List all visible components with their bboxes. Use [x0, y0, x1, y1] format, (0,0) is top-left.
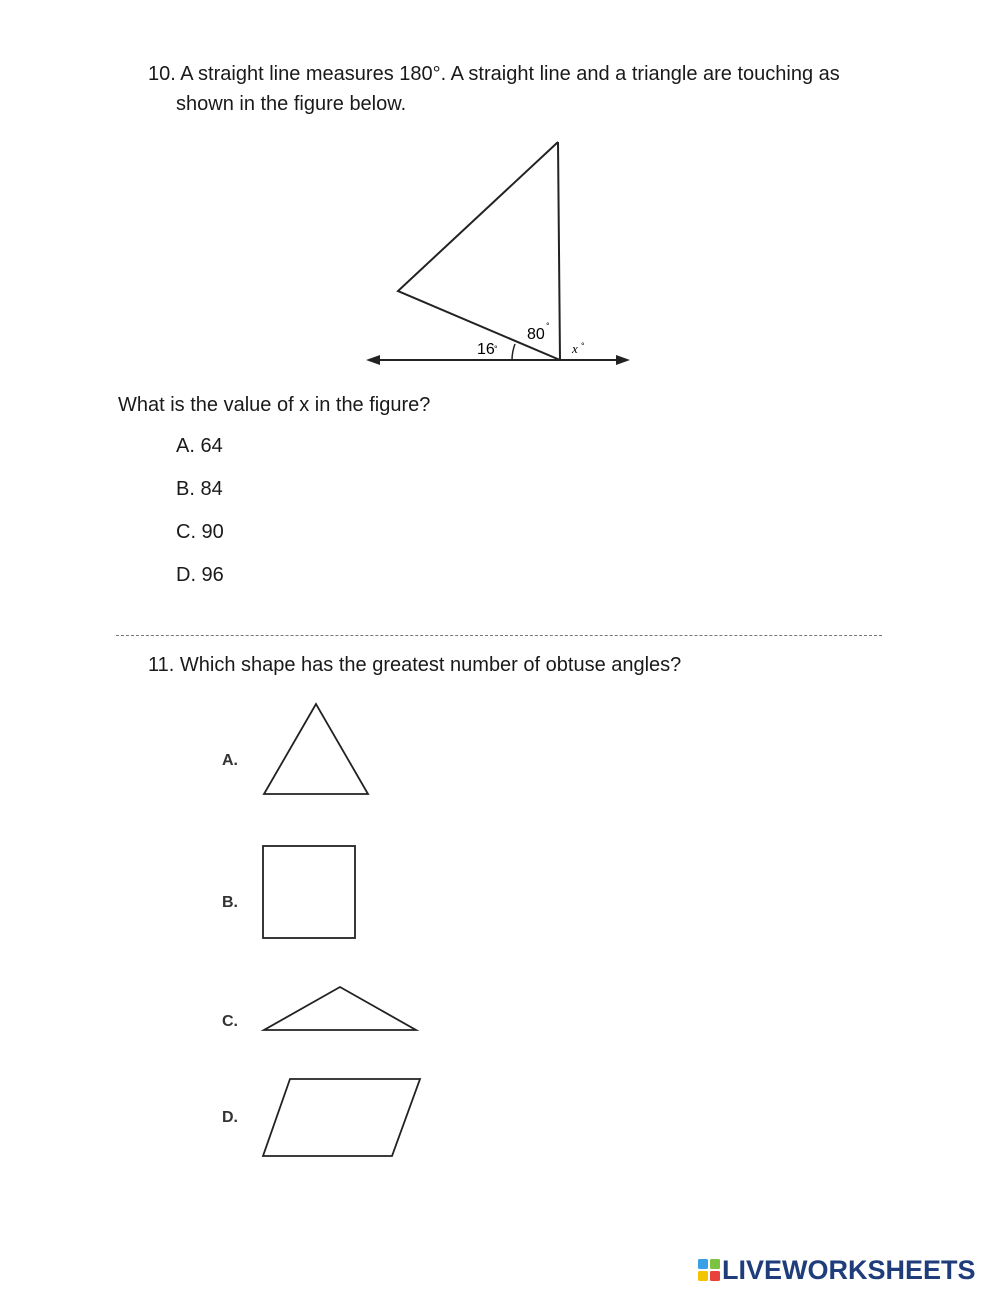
question-11-text: 11. Which shape has the greatest number of obtuse angles?	[148, 654, 682, 676]
angle-arc	[512, 344, 515, 360]
question-10-text-line1: 10. A straight line measures 180°. A straight line and a triangle are touching as	[148, 63, 840, 85]
choice-c[interactable]: C. 90	[176, 521, 224, 543]
shape-obtuse-triangle[interactable]	[260, 984, 420, 1034]
degree-mark: °	[546, 321, 550, 331]
degree-mark: °	[581, 341, 585, 351]
liveworksheets-logo	[698, 1253, 976, 1287]
question-10-prompt: What is the value of x in the figure?	[118, 394, 431, 416]
angle-label-x: x	[572, 341, 578, 356]
angle-label-16: 16	[477, 341, 495, 358]
angle-label-80: 80	[527, 326, 545, 343]
shape-label-b[interactable]: B.	[222, 894, 238, 911]
choice-d[interactable]: D. 96	[176, 564, 224, 586]
shape-label-c[interactable]: C.	[222, 1013, 238, 1030]
liveworksheets-logo-text: LIVEWORKSHEETS	[722, 1254, 976, 1285]
shape-label-d[interactable]: D.	[222, 1109, 238, 1126]
shape-parallelogram[interactable]	[260, 1076, 424, 1160]
question-10-figure	[360, 135, 640, 375]
arrowhead-left	[366, 355, 380, 365]
triangle-vertical-side	[558, 142, 560, 360]
shape-label-a[interactable]: A.	[222, 752, 238, 769]
question-10-text-line2: shown in the figure below.	[176, 93, 407, 115]
choice-b[interactable]: B. 84	[176, 478, 223, 500]
liveworksheets-logo-icon	[698, 1259, 720, 1281]
section-divider	[116, 635, 882, 636]
shape-equilateral-triangle[interactable]	[260, 700, 372, 798]
shape-square[interactable]	[260, 843, 358, 941]
degree-mark: °	[494, 344, 498, 354]
arrowhead-right	[616, 355, 630, 365]
choice-a[interactable]: A. 64	[176, 435, 223, 457]
